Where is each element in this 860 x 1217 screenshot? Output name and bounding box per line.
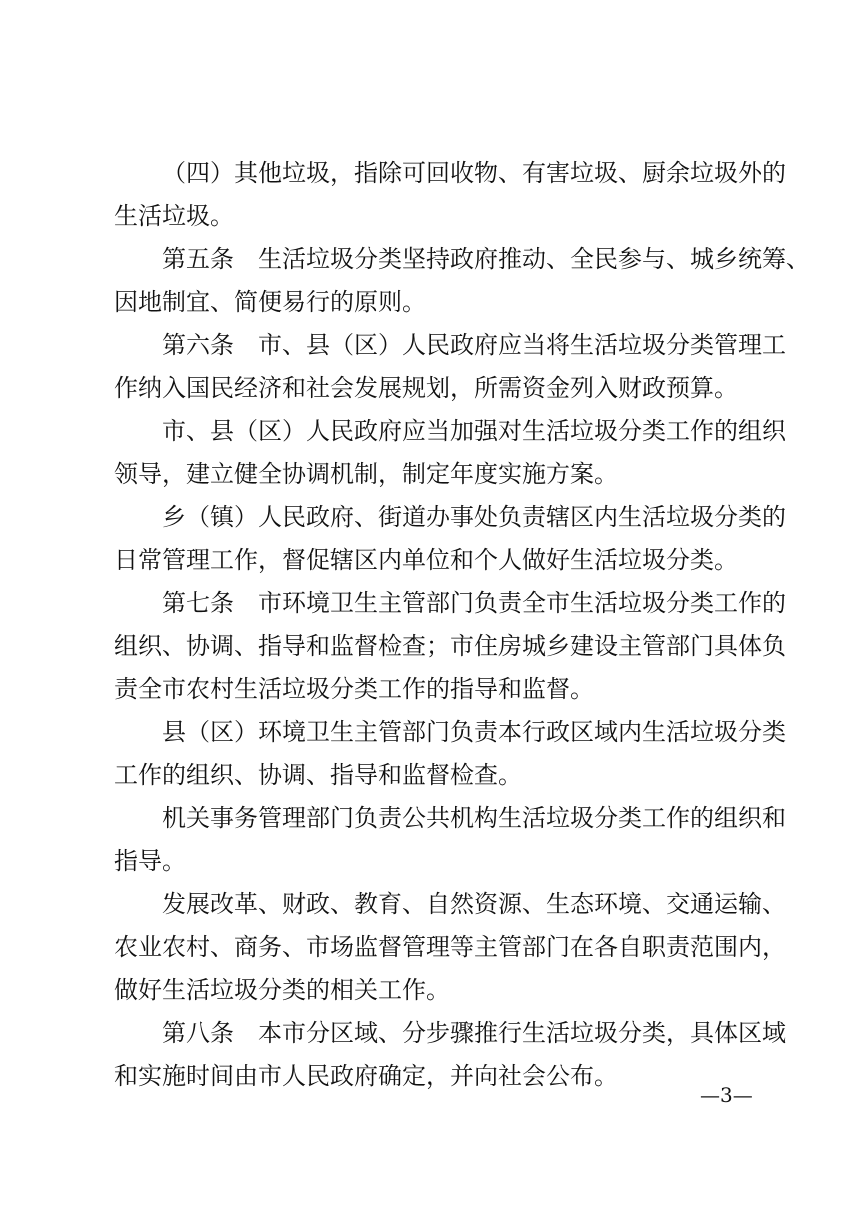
paragraph-line: 和实施时间由市人民政府确定，并向社会公布。 <box>114 1062 618 1090</box>
paragraph-line: 日常管理工作，督促辖区内单位和个人做好生活垃圾分类。 <box>114 546 738 574</box>
paragraph-line: 市、县（区）人民政府应当加强对生活垃圾分类工作的组织 <box>162 417 786 445</box>
page-number: —3— <box>700 1083 753 1107</box>
paragraph-line: （四）其他垃圾，指除可回收物、有害垃圾、厨余垃圾外的 <box>162 159 786 187</box>
paragraph-line: 县（区）环境卫生主管部门负责本行政区域内生活垃圾分类 <box>162 718 786 746</box>
article-eight-line: 第八条 本市分区域、分步骤推行生活垃圾分类，具体区域 <box>162 1019 786 1047</box>
paragraph-line: 乡（镇）人民政府、街道办事处负责辖区内生活垃圾分类的 <box>162 503 786 531</box>
paragraph-line: 指导。 <box>114 847 186 875</box>
paragraph-line: 责全市农村生活垃圾分类工作的指导和监督。 <box>114 675 594 703</box>
paragraph-line: 机关事务管理部门负责公共机构生活垃圾分类工作的组织和 <box>162 804 786 832</box>
paragraph-line: 农业农村、商务、市场监督管理等主管部门在各自职责范围内， <box>114 933 786 961</box>
paragraph-line: 做好生活垃圾分类的相关工作。 <box>114 976 450 1004</box>
paragraph-line: 作纳入国民经济和社会发展规划，所需资金列入财政预算。 <box>114 374 738 402</box>
paragraph-line: 因地制宜、简便易行的原则。 <box>114 288 426 316</box>
article-five-line: 第五条 生活垃圾分类坚持政府推动、全民参与、城乡统筹、 <box>162 245 810 273</box>
body-text <box>114 152 810 1098</box>
paragraph-line: 领导，建立健全协调机制，制定年度实施方案。 <box>114 460 618 488</box>
paragraph-line: 组织、协调、指导和监督检查；市住房城乡建设主管部门具体负 <box>114 632 786 660</box>
article-six-line: 第六条 市、县（区）人民政府应当将生活垃圾分类管理工 <box>162 331 786 359</box>
paragraph-line: 发展改革、财政、教育、自然资源、生态环境、交通运输、 <box>162 890 786 918</box>
paragraph-line: 生活垃圾。 <box>114 202 234 230</box>
paragraph-line: 工作的组织、协调、指导和监督检查。 <box>114 761 522 789</box>
article-seven-line: 第七条 市环境卫生主管部门负责全市生活垃圾分类工作的 <box>162 589 786 617</box>
